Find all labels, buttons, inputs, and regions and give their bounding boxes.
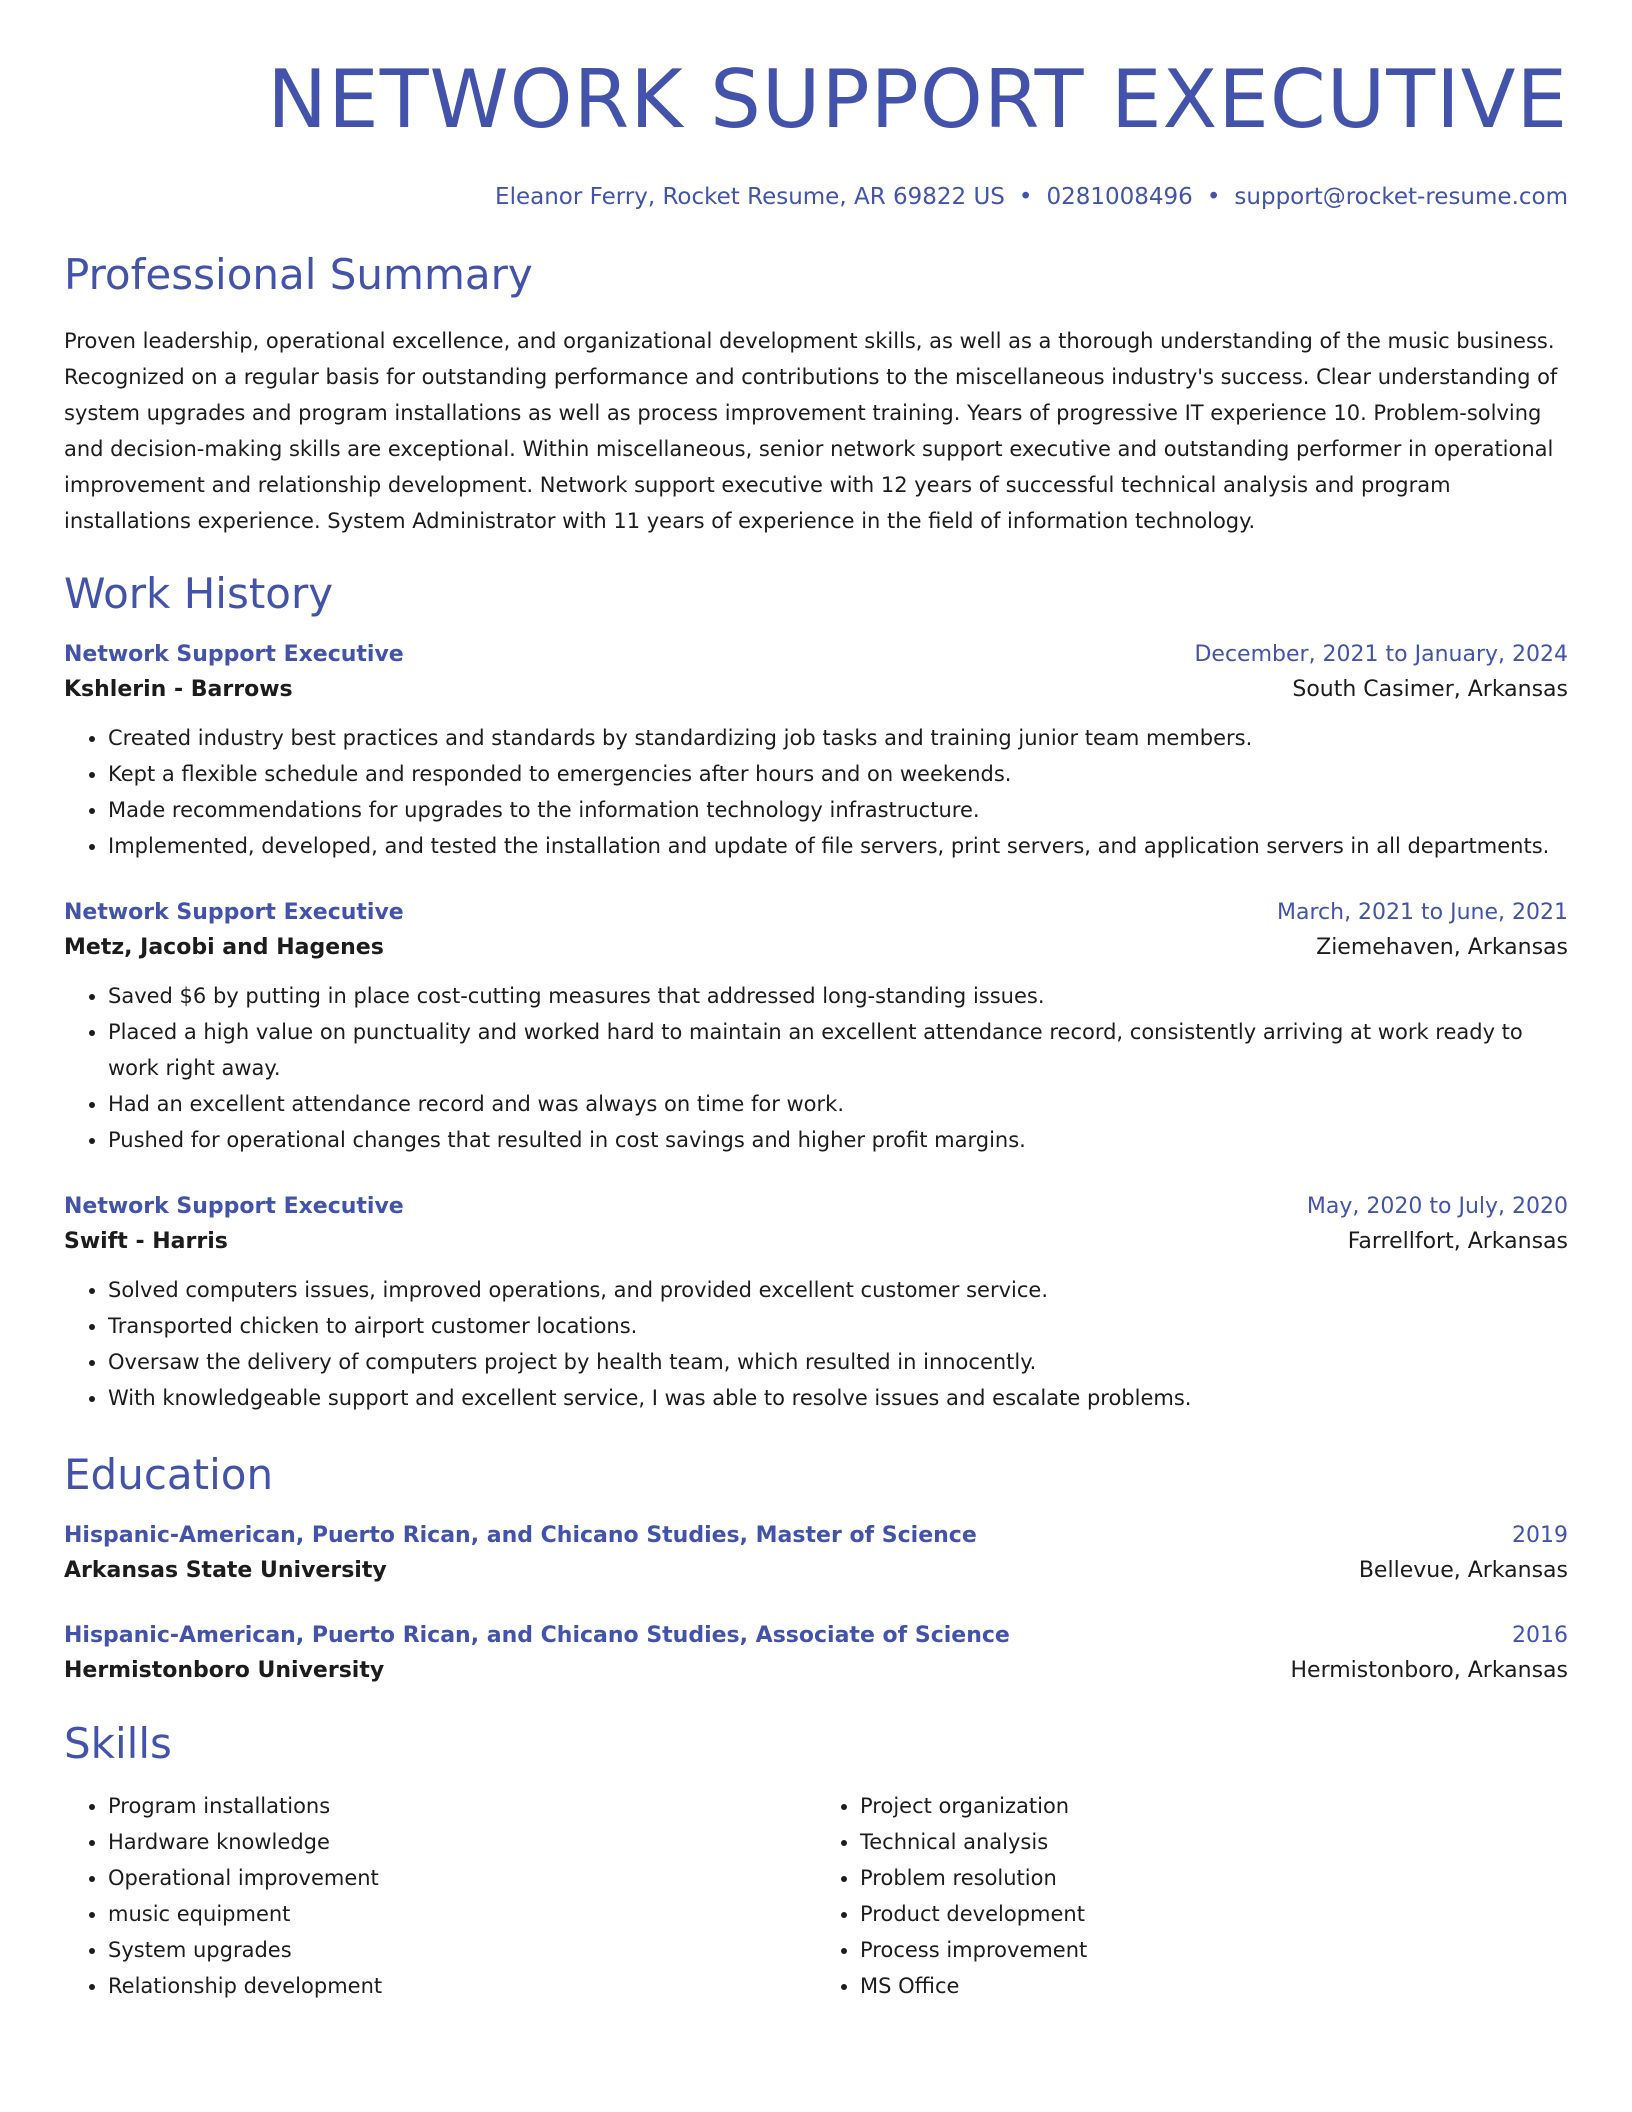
- skill-item: • Project organization: [860, 1788, 1568, 1824]
- job-bullet: • Implemented, developed, and tested the installation and update of file servers, print servers, and application servers in all departments.: [108, 828, 1568, 864]
- job-entry: [64, 642, 1568, 864]
- job-company: Kshlerin - Barrows: [64, 677, 293, 702]
- contact-phone: 0281008496: [1046, 184, 1193, 210]
- education-heading: Education: [64, 1450, 274, 1499]
- job-bullet: • Created industry best practices and standards by standardizing job tasks and training junior team members.: [108, 720, 1568, 756]
- job-header-row: [64, 1194, 1568, 1219]
- summary-heading: Professional Summary: [64, 250, 533, 299]
- summary-text: Proven leadership, operational excellence, and organizational development skills, as well as a thorough understanding of the music business. Recognized on a regular basis for outstanding performance and contributions to the miscellaneous industry's success. Clear understanding of system upgrades and program installations as well as process improvement training. Years of progressive IT experience 10. Problem-solving and decision-making skills are exceptional. Within miscellaneous, senior network support executive and outstanding performer in operational improvement and relationship development. Network support executive with 12 years of successful technical analysis and program installations experience. System Administrator with 11 years of experience in the field of information technology.: [64, 329, 1558, 533]
- education-school: Hermistonboro University: [64, 1658, 385, 1683]
- education-year: 2019: [1512, 1523, 1568, 1548]
- education-location: Bellevue, Arkansas: [1358, 1558, 1568, 1583]
- job-company-row: [64, 1219, 1568, 1254]
- job-company: Metz, Jacobi and Hagenes: [64, 935, 384, 960]
- skill-item: • music equipment: [108, 1896, 816, 1932]
- skill-item: • Product development: [860, 1896, 1568, 1932]
- job-bullet: • Kept a flexible schedule and responded to emergencies after hours and on weekends.: [108, 756, 1568, 792]
- job-header-row: [64, 900, 1568, 925]
- job-bullet: • Oversaw the delivery of computers project by health team, which resulted in innocently.: [108, 1344, 1568, 1380]
- skill-item: • Technical analysis: [860, 1824, 1568, 1860]
- job-bullet: • Solved computers issues, improved operations, and provided excellent customer service.: [108, 1272, 1568, 1308]
- job-dates: December, 2021 to January, 2024: [1194, 642, 1568, 667]
- education-degree: Hispanic-American, Puerto Rican, and Chicano Studies, Associate of Science: [64, 1623, 1010, 1648]
- contact-address: Eleanor Ferry, Rocket Resume, AR 69822 US: [495, 184, 1005, 210]
- job-bullet: • Pushed for operational changes that resulted in cost savings and higher profit margins.: [108, 1122, 1568, 1158]
- job-bullets: [64, 1272, 1568, 1416]
- job-role: Network Support Executive: [64, 900, 404, 925]
- job-header-row: [64, 642, 1568, 667]
- job-bullet: • Made recommendations for upgrades to the information technology infrastructure.: [108, 792, 1568, 828]
- education-header-row: [64, 1623, 1568, 1648]
- skills-heading: Skills: [64, 1719, 172, 1768]
- job-location: South Casimer, Arkansas: [1292, 677, 1568, 702]
- education-entry: [64, 1623, 1568, 1683]
- job-entry: [64, 900, 1568, 1158]
- job-bullets: [64, 978, 1568, 1158]
- skills-list-left: [64, 1788, 816, 2004]
- education-year: 2016: [1512, 1623, 1568, 1648]
- skills-columns: [64, 1788, 1568, 2004]
- job-company-row: [64, 667, 1568, 702]
- job-location: Ziemehaven, Arkansas: [1316, 935, 1568, 960]
- skill-item: • Relationship development: [108, 1968, 816, 2004]
- job-role: Network Support Executive: [64, 642, 404, 667]
- education-school: Arkansas State University: [64, 1558, 387, 1583]
- job-bullet: • Placed a high value on punctuality and worked hard to maintain an excellent attendance record, consistently arriving at work ready to work right away.: [108, 1014, 1568, 1086]
- job-bullet: • Transported chicken to airport customer locations.: [108, 1308, 1568, 1344]
- job-company-row: [64, 925, 1568, 960]
- skill-item: • Program installations: [108, 1788, 816, 1824]
- skill-item: • Process improvement: [860, 1932, 1568, 1968]
- skill-item: • Operational improvement: [108, 1860, 816, 1896]
- skill-item: • MS Office: [860, 1968, 1568, 2004]
- work-history-heading: Work History: [64, 569, 334, 618]
- contact-email[interactable]: support@rocket-resume.com: [1234, 184, 1568, 210]
- job-entry: [64, 1194, 1568, 1416]
- job-bullet: • Had an excellent attendance record and was always on time for work.: [108, 1086, 1568, 1122]
- resume-page: [64, 0, 1568, 2004]
- job-location: Farrellfort, Arkansas: [1347, 1229, 1568, 1254]
- education-school-row: [64, 1548, 1568, 1583]
- job-bullets: [64, 720, 1568, 864]
- job-role: Network Support Executive: [64, 1194, 404, 1219]
- contact-separator: •: [1018, 184, 1033, 210]
- resume-title: NETWORK SUPPORT EXECUTIVE: [267, 53, 1568, 146]
- job-dates: March, 2021 to June, 2021: [1277, 900, 1568, 925]
- job-company: Swift - Harris: [64, 1229, 228, 1254]
- skill-item: • System upgrades: [108, 1932, 816, 1968]
- education-entry: [64, 1523, 1568, 1583]
- education-location: Hermistonboro, Arkansas: [1290, 1658, 1568, 1683]
- skill-item: • Hardware knowledge: [108, 1824, 816, 1860]
- skill-item: • Problem resolution: [860, 1860, 1568, 1896]
- job-bullet: • Saved $6 by putting in place cost-cutting measures that addressed long-standing issues.: [108, 978, 1568, 1014]
- contact-line: [64, 184, 1568, 210]
- job-bullet: • With knowledgeable support and excellent service, I was able to resolve issues and escalate problems.: [108, 1380, 1568, 1416]
- skills-list-right: [816, 1788, 1568, 2004]
- education-school-row: [64, 1648, 1568, 1683]
- education-degree: Hispanic-American, Puerto Rican, and Chicano Studies, Master of Science: [64, 1523, 977, 1548]
- job-dates: May, 2020 to July, 2020: [1306, 1194, 1568, 1219]
- education-header-row: [64, 1523, 1568, 1548]
- contact-separator: •: [1206, 184, 1221, 210]
